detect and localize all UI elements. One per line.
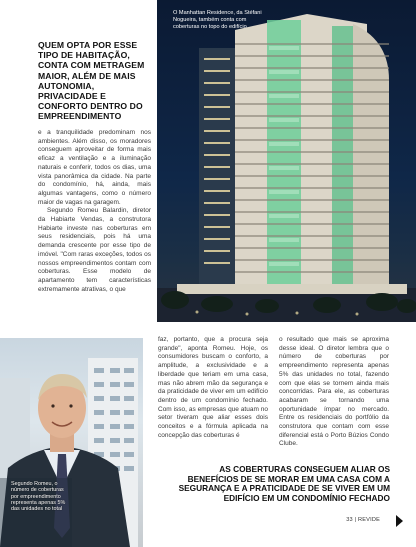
- portrait-photo: [0, 338, 143, 547]
- tower-photo-caption: O Manhattan Residence, da Stéfani Nogueira, também conta com coberturas no topo do edifício: [173, 10, 262, 30]
- pull-quote: AS COBERTURAS CONSEGUEM ALIAR OS BENEFÍCIOS DE SE MORAR EM UMA CASA COM A SEGURANÇA E A PRATICIDADE DE SE VIVER EM UM EDIFÍCIO EM UM CONDOMÍNIO FECHADO: [178, 464, 390, 503]
- column-1-paragraph: Segundo Romeu Balardin, diretor da Habiarte Vendas, a construtora Habiarte investe nas coberturas em seus residenciais, pois há uma demanda crescente por esse tipo de imóvel. "Com raras exceções, todos os nossos empreendimentos contam com coberturas. Esse modelo de apartamento tem características extremamente atrativas, o que: [38, 207, 151, 293]
- tower-illustration: [157, 0, 416, 322]
- article-column-1: [38, 129, 151, 294]
- next-page-arrow-icon[interactable]: [396, 515, 403, 527]
- column-1-paragraph: e a tranquilidade predominam nos ambientes. Além disso, os moradores conseguem aproveitar de forma mais eficaz a ventilação e a iluminação naturais e conferir, todos os dias, uma vista panorâmica da cidade. Na parte do condomínio, há, ainda, mais algumas vantagens, como o número maior de vagas na garagem.: [38, 129, 151, 206]
- article-column-2: [158, 336, 268, 440]
- column-3-paragraph: o resultado que mais se aproxima desse ideal. O diretor lembra que o número de coberturas por empreendimento representa apenas 5% das unidades no total, fazendo com que elas se tornem ainda mais concorridas. Para ele, as coberturas acabaram se tornando uma oportunidade ímpar no mercado. Entre os residenciais do portfólio da construtora que contam com esse diferencial está o Porto Búzios Condo Clube.: [279, 336, 389, 448]
- article-headline: QUEM OPTA POR ESSE TIPO DE HABITAÇÃO, CONTA COM METRAGEM MAIOR, ALÉM DE MAIS AUTONOMIA, PRIVACIDADE E CONFORTO DENTRO DO EMPREENDIMENTO: [38, 40, 145, 122]
- page-number-label: 33 | REVIDE: [346, 517, 380, 523]
- article-column-3: [279, 336, 389, 449]
- portrait-photo-caption: Segundo Romeu, o número de coberturas por empreendimento representa apenas 5% das unidades no total: [11, 481, 66, 513]
- portrait-illustration: [0, 338, 143, 547]
- tower-photo: [157, 0, 416, 322]
- column-2-paragraph: faz, portanto, que a procura seja grande", aponta Romeu. Hoje, os consumidores buscam o conforto, a amplitude, a exclusividade e a liberdade que teriam em uma casa, mas não abrem mão da segurança e da praticidade de viver em um edifício dentro de um condomínio fechado. Com isso, as empresas que atuam no setor tiveram que aliar esses dois conceitos e a fórmula aplicada na concepção das coberturas é: [158, 336, 268, 439]
